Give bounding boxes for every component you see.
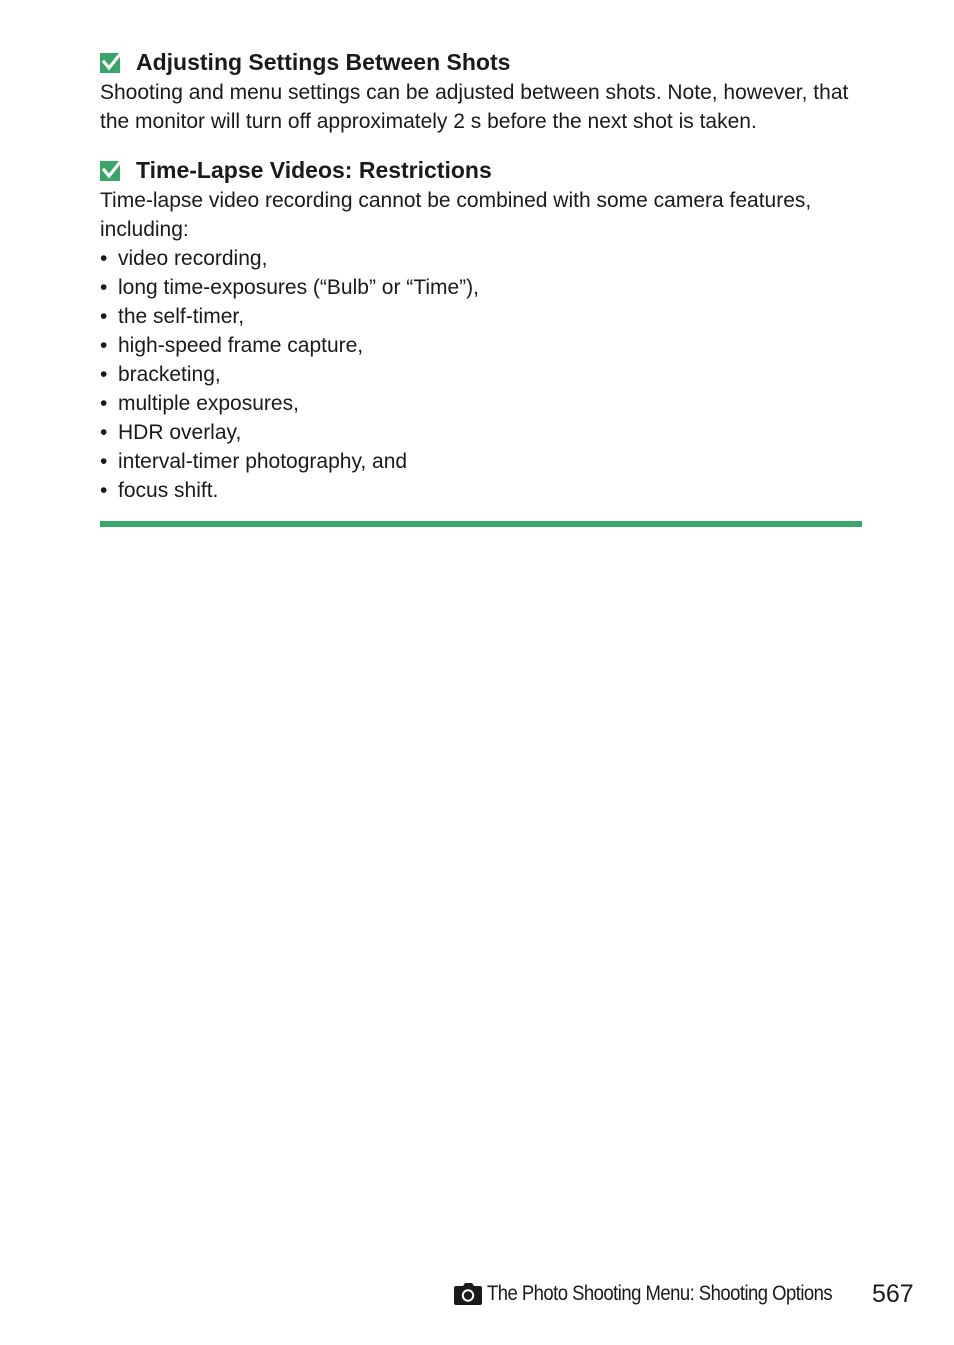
- list-item: • high-speed frame capture,: [100, 331, 862, 360]
- page-number: 567: [872, 1280, 914, 1308]
- list-item: • interval-timer photography, and: [100, 447, 862, 476]
- note-heading: [100, 47, 862, 77]
- footer-section-title: The Photo Shooting Menu: Shooting Options: [487, 1282, 833, 1305]
- footer-section-link[interactable]: [454, 1278, 879, 1310]
- note-title: Time-Lapse Videos: Restrictions: [136, 156, 492, 183]
- section-divider: [100, 521, 862, 527]
- note-heading: [100, 155, 862, 185]
- note-time-lapse-restrictions: [100, 155, 862, 505]
- list-item: • the self-timer,: [100, 302, 862, 331]
- note-body: Time-lapse video recording cannot be combined with some camera features, including:: [100, 189, 812, 241]
- note-adjusting-settings: [100, 47, 862, 136]
- list-item: • multiple exposures,: [100, 389, 862, 418]
- restriction-list: [100, 244, 862, 505]
- note-body: Shooting and menu settings can be adjusted between shots. Note, however, that the monitor will turn off approximately 2 s before the next shot is taken.: [100, 81, 849, 133]
- list-item: • HDR overlay,: [100, 418, 862, 447]
- list-item: • bracketing,: [100, 360, 862, 389]
- note-title: Adjusting Settings Between Shots: [136, 48, 511, 75]
- check-mark-icon: [100, 52, 123, 73]
- camera-icon: [454, 1283, 482, 1305]
- list-item: • video recording,: [100, 244, 862, 273]
- list-item: • focus shift.: [100, 476, 862, 505]
- check-mark-icon: [100, 160, 123, 181]
- list-item: • long time-exposures (“Bulb” or “Time”),: [100, 273, 862, 302]
